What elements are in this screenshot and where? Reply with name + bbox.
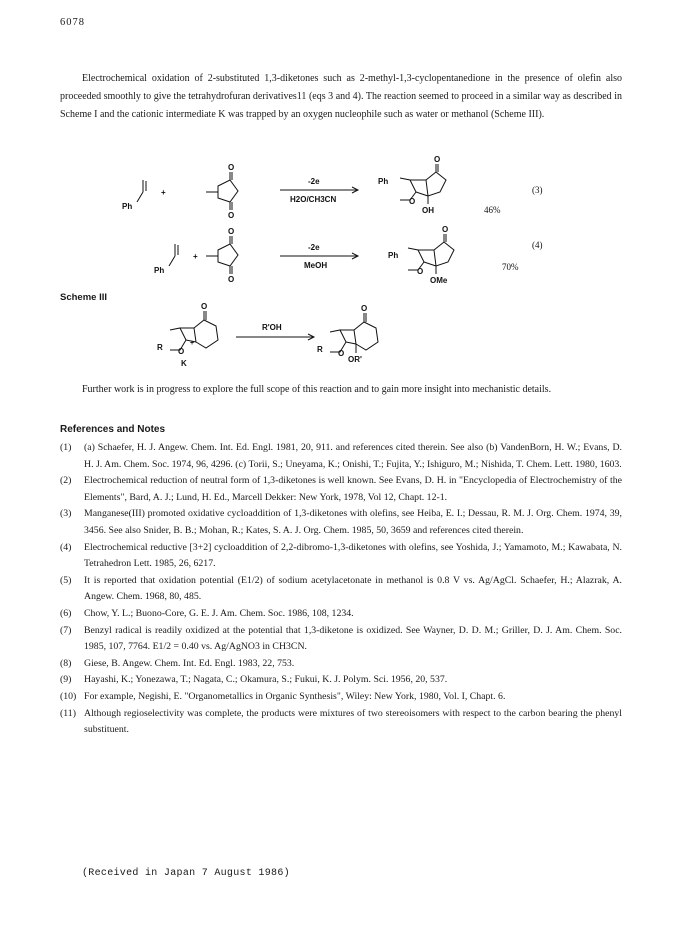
received-date: (Received in Japan 7 August 1986) bbox=[82, 868, 290, 879]
reference-text: Benzyl radical is readily oxidized at the potential that 1,3-diketone is oxidized. See Wayner, D. D. M.; Griller, D. J. Am. Chem. Soc. 1985, 107, 7764. E1/2 = 0.40 vs. Ag/AgNO3 in CH3CN. bbox=[84, 624, 622, 653]
substituent-4: OMe bbox=[430, 276, 448, 285]
reagent-3: -2e bbox=[308, 177, 320, 186]
o-label-4a: O bbox=[228, 227, 235, 236]
conditions-3: H2O/CH3CN bbox=[290, 195, 337, 204]
o-label-3p: O bbox=[434, 155, 441, 164]
r-label-p: R bbox=[317, 345, 323, 354]
reference-number: (9) bbox=[60, 674, 72, 686]
reference-item bbox=[60, 573, 622, 606]
reference-number: (11) bbox=[60, 707, 76, 719]
reference-number: (10) bbox=[60, 690, 77, 702]
scheme-3-title: Scheme III bbox=[60, 292, 107, 303]
yield-4: 70% bbox=[502, 262, 519, 272]
reference-number: (7) bbox=[60, 624, 72, 636]
o-label-3a: O bbox=[228, 163, 235, 172]
page-number: 6078 bbox=[60, 17, 85, 28]
yield-3: 46% bbox=[484, 205, 501, 215]
ph-label-3: Ph bbox=[122, 202, 133, 211]
reference-item bbox=[60, 606, 622, 623]
diketone-3 bbox=[206, 163, 238, 220]
diketone-4 bbox=[206, 227, 238, 284]
reference-text: Electrochemical reductive [3+2] cycloaddition of 2,2-dibromo-1,3-diketones with olefins, see Yoshida, J.; Yamamoto, M.; Kawabata, N. Tetrahedron Lett. 1985, 26, 6217. bbox=[84, 541, 622, 570]
reference-item bbox=[60, 540, 622, 573]
plus-sign-3: + bbox=[161, 188, 166, 197]
substituent-3: OH bbox=[422, 206, 434, 215]
reference-number: (6) bbox=[60, 607, 72, 619]
product-4 bbox=[388, 225, 454, 285]
scheme-3-product bbox=[317, 304, 378, 364]
o-ring-label-4p: O bbox=[417, 267, 424, 276]
reference-item bbox=[60, 506, 622, 539]
reference-text: Electrochemical reduction of neutral form of 1,3-diketones is well known. See Evans, D. H. in "Encyclopedia of Electrochemistry of the Elements", Bard, A. J.; Lund, H. Ed., Marcell Dekker: New York, 1978, Vol 12, Chapt. 12-1. bbox=[84, 475, 622, 503]
reference-number: (5) bbox=[60, 574, 72, 586]
styrene-3 bbox=[122, 180, 146, 211]
product-3 bbox=[378, 155, 446, 215]
references-list bbox=[60, 440, 622, 739]
reference-number: (2) bbox=[60, 475, 72, 487]
reference-text: It is reported that oxidation potential (E1/2) of sodium acetylacetonate in methanol is 0.8 V vs. Ag/AgCl. Schaefer, H.; Alazrak, A. Angew. Chem. 1968, 80, 485. bbox=[84, 574, 622, 603]
intermediate-k: K bbox=[181, 359, 187, 368]
conditions-4: MeOH bbox=[304, 261, 328, 270]
ph-label-4p: Ph bbox=[388, 251, 399, 260]
reference-text: Hayashi, K.; Yonezawa, T.; Nagata, C.; Okamura, S.; Fukui, K. J. Polym. Sci. 1956, 20, 537. bbox=[84, 674, 448, 686]
r-label-k: R bbox=[157, 343, 163, 352]
references-title: References and Notes bbox=[60, 424, 166, 435]
reference-text: Giese, B. Angew. Chem. Int. Ed. Engl. 1983, 22, 753. bbox=[84, 657, 295, 669]
o-label-k: O bbox=[201, 302, 208, 311]
o-label-3b: O bbox=[228, 211, 235, 220]
reference-number: (1) bbox=[60, 442, 72, 453]
cation-k bbox=[157, 302, 218, 368]
ph-label-4: Ph bbox=[154, 266, 165, 275]
o-ring-label-p: O bbox=[338, 349, 345, 358]
product-substituent: OR' bbox=[348, 355, 362, 364]
scheme-3-drawing bbox=[157, 302, 378, 368]
reference-item bbox=[60, 440, 622, 473]
plus-sign-4: + bbox=[193, 252, 198, 261]
closing-paragraph-text: Further work is in progress to explore the full scope of this reaction and to gain more insight into mechanistic details. bbox=[82, 384, 552, 395]
cation-plus: + bbox=[190, 340, 195, 347]
o-ring-label-3p: O bbox=[409, 197, 416, 206]
reference-number: (3) bbox=[60, 508, 72, 520]
eq-number-3: (3) bbox=[532, 185, 543, 195]
scheme-3-reagent: R'OH bbox=[262, 323, 282, 332]
equation-4 bbox=[154, 225, 543, 285]
intro-paragraph-text: Electrochemical oxidation of 2-substituted 1,3-diketones such as 2-methyl-1,3-cyclopentanedione in the presence of olefin also proceeded smoothly to give the tetrahydrofuran derivatives11 (eqs 3 and 4). The reaction seemed to proceed in a similar way as described in Scheme I and the cationic intermediate K was trapped by an oxygen nucleophile such as water or methanol (Scheme III). bbox=[60, 73, 622, 121]
reference-text: For example, Negishi, E. "Organometallics in Organic Synthesis", Wiley: New York, 1980, Vol. I, Chapt. 6. bbox=[84, 690, 506, 702]
eq-number-4: (4) bbox=[532, 240, 543, 250]
reference-item bbox=[60, 623, 622, 656]
reference-text: (a) Schaefer, H. J. Angew. Chem. Int. Ed. Engl. 1981, 20, 911. and references cited therein. See also (b) VandenBorn, H. W.; Evans, D. H. J. Am. Chem. Soc. 1974, 96, 4296. (c) Torii, S.; Uneyama, K.; Onishi, T.; Fujita, Y.; Ishiguro, M.; Nishida, T. Chem. Lett. 1980, 1603. bbox=[84, 442, 622, 470]
equation-3 bbox=[122, 155, 543, 220]
reference-text: Manganese(III) promoted oxidative cycloaddition of 1,3-diketones with olefins, see Heiba, E. I.; Dessau, R. M. J. Org. Chem. 1974, 39, 3456. See also Snider, B. B.; Mohan, R.; Kates, S. A. J. Org. Chem. 1985, 50, 3659 and references cited therein. bbox=[84, 508, 622, 536]
reference-item bbox=[60, 656, 622, 673]
reference-number: (4) bbox=[60, 541, 72, 553]
reference-number: (8) bbox=[60, 657, 72, 669]
reagent-4: -2e bbox=[308, 243, 320, 252]
reference-item bbox=[60, 689, 622, 706]
o-label-p: O bbox=[361, 304, 368, 313]
o-label-4p: O bbox=[442, 225, 449, 234]
reaction-schemes bbox=[0, 0, 680, 420]
o-label-4b: O bbox=[228, 275, 235, 284]
closing-paragraph bbox=[60, 381, 622, 399]
reference-item bbox=[60, 706, 622, 739]
reference-item bbox=[60, 672, 622, 689]
reference-text: Although regioselectivity was complete, the products were mixtures of two stereoisomers with respect to the carbon bearing the phenyl substituent. bbox=[84, 707, 622, 736]
reference-text: Chow, Y. L.; Buono-Core, G. E. J. Am. Chem. Soc. 1986, 108, 1234. bbox=[84, 607, 354, 619]
o-ring-label-k: O bbox=[178, 347, 185, 356]
styrene-4 bbox=[154, 244, 178, 275]
reference-item bbox=[60, 473, 622, 506]
ph-label-3p: Ph bbox=[378, 177, 389, 186]
